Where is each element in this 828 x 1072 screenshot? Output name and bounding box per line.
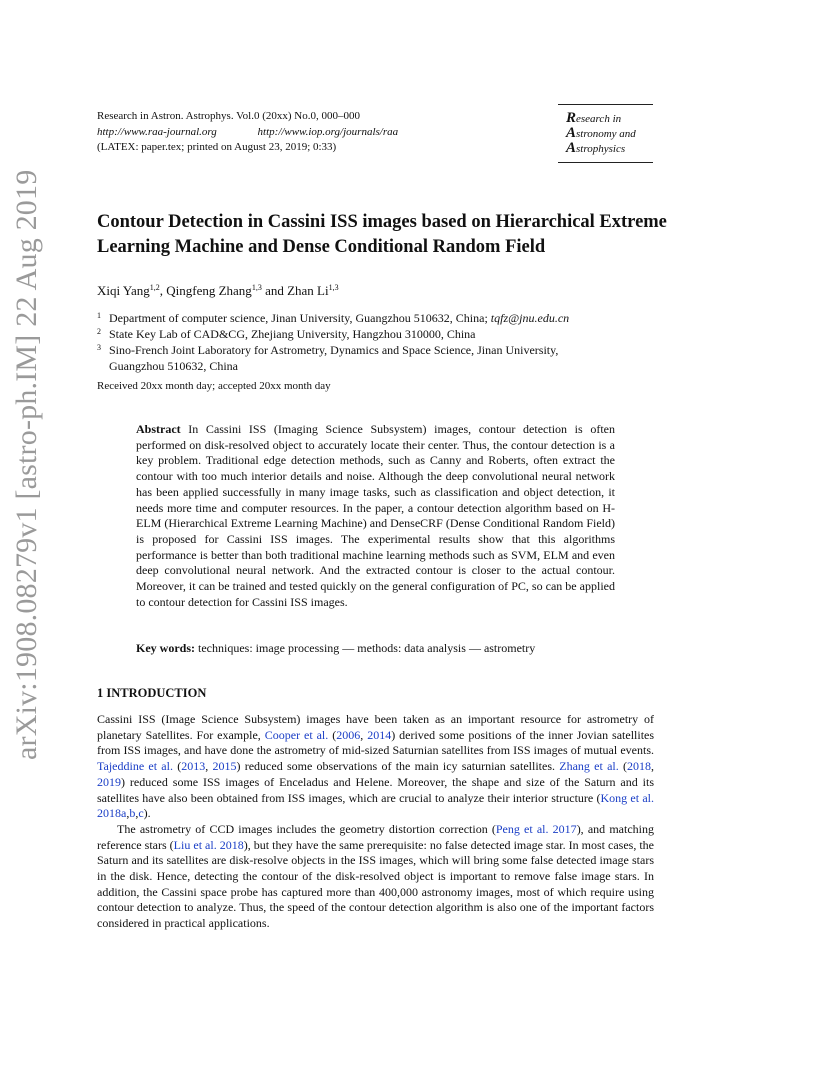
keywords-label: Key words: [136,641,195,655]
author-list [97,283,339,299]
text-run: , [126,806,130,821]
affiliation-number: 2 [97,327,101,336]
text-run: Cassini ISS (Image Science Subsystem) images have been taken as an important resource for astrometry of planetary Satellites. For example, [97,712,654,742]
text-run: , [360,727,368,742]
journal-logo-box [558,104,653,163]
citation-link[interactable]: Tajeddine et al. [97,759,173,774]
citation-link[interactable]: b [129,806,136,821]
logo-text: esearch in [576,113,622,125]
text-run: ) reduced some observations of the main icy saturnian satellites. [236,759,560,774]
citation-link[interactable]: Cooper et al. [264,727,329,742]
logo-text: stronomy and [576,128,636,140]
text-run: ( [328,727,337,742]
citation-link[interactable]: 2019 [97,774,121,789]
text-run: ). [143,806,151,821]
author-name: Xiqi Yang [97,283,150,298]
affiliation-number: 3 [97,343,101,352]
citation-link[interactable]: 2015 [212,759,237,774]
affiliation-number: 1 [97,311,101,320]
citation-link[interactable]: Peng et al. 2017 [495,821,577,836]
citation-link[interactable]: 2013 [181,759,206,774]
affiliation-text-continued: Guangzhou 510632, China [109,359,238,373]
abstract-text: In Cassini ISS (Imaging Science Subsystem) images, contour detection is often performed on disk-resolved object to accurately locate their center. Thus, the contour detection is a key problem. Traditional edge detection methods, such as Canny and Roberts, often extract the contour with too much interior details and noise. Although the deep convolutional neural network has been applied successfully in many image tasks, such as classification and object detection, it needs more time and computer resources. In the paper, a contour detection algorithm based on H-ELM (Hierarchical Extreme Learning Machine) and DenseCRF (Dense Conditional Random Field) is proposed for Cassini ISS images. The experimental results show that this algorithms performance is better than both traditional machine learning methods such as SVM, ELM and even deep convolutional neural network. And the extracted contour is closer to the actual contour. Moreover, it can be trained and tested quickly on the general configuration of PC, so can be applied to contour detection for Cassini ISS images. [136,422,615,609]
journal-url-iop[interactable]: http://www.iop.org/journals/raa [257,126,399,138]
text-run: ( [172,759,182,774]
text-run: ), but they have the same prerequisite: no false detected image star. In most cases, the Saturn and its satellites are disk-resolve objects in the ISS images, which will bring some false detected image stars in the disk. Hence, detecting the contour of the disk-resolved object is important to remove false image stars. In addition, the Cassini space probe has captured more than 400,000 astronomy images, most of which require using contour detection to analyze. Thus, the speed of the contour detection algorithm is also one of the important factors considered in practical applications. [97,837,655,931]
affiliation-text: State Key Lab of CAD&CG, Zhejiang University, Hangzhou 310000, China [109,327,476,341]
keywords-text: techniques: image processing — methods: data analysis — astrometry [195,641,536,655]
citation-link[interactable]: 2018 [627,759,651,774]
citation-link[interactable]: c [138,806,144,821]
arxiv-stamp: arXiv:1908.08279v1 [astro-ph.IM] 22 Aug 2019 [10,169,43,760]
logo-letter: A [566,125,577,141]
text-run: ) derived some positions of the inner Jovian satellites from ISS images, and have done the astrometry of mid-sized Saturnian satellites from ISS images of mutual events. [97,727,655,758]
citation-link[interactable]: Kong et al. 2018a [97,790,654,821]
paper-title: Contour Detection in Cassini ISS images based on Hierarchical Extreme Learning Machine and Dense Conditional Random Field [97,212,667,257]
logo-letter: R [566,110,577,126]
citation-link[interactable]: 2006 [336,727,361,742]
paragraph [97,822,654,932]
affiliation-text: Sino-French Joint Laboratory for Astrometry, Dynamics and Space Science, Jinan University, [109,343,559,357]
logo-text: strophysics [576,143,626,155]
author-name: , Qingfeng Zhang [159,283,252,298]
text-run: , [651,759,654,774]
author-email[interactable]: tqfz@jnu.edu.cn [490,311,570,325]
text-run: ( [618,759,627,774]
introduction-body [97,712,654,932]
author-affiliation-mark: 1,3 [328,283,339,292]
journal-url-raa[interactable]: http://www.raa-journal.org [97,126,217,138]
author-name: and Zhan Li [261,283,329,298]
paragraph [97,712,654,822]
keywords [136,641,535,656]
received-dates: Received 20xx month day; accepted 20xx month day [97,380,331,392]
text-run: , [135,806,139,821]
author-affiliation-mark: 1,2 [149,283,160,292]
abstract [136,422,615,610]
text-run: The astrometry of CCD images includes the geometry distortion correction ( [117,821,496,836]
journal-urls [97,124,398,140]
section-heading-introduction: 1 INTRODUCTION [97,686,207,700]
affiliation-text: Department of computer science, Jinan University, Guangzhou 510632, China; [109,311,491,325]
logo-letter: A [566,140,577,156]
author-affiliation-mark: 1,3 [251,283,262,292]
journal-citation: Research in Astron. Astrophys. Vol.0 (20xx) No.0, 000–000 [97,110,360,122]
citation-link[interactable]: 2014 [367,727,392,742]
citation-link[interactable]: Zhang et al. [559,759,619,774]
abstract-label: Abstract [136,422,181,436]
affiliation-3 [97,340,657,374]
text-run: , [205,759,213,774]
text-run: ) reduced some ISS images of Enceladus and Helene. Moreover, the shape and size of the Saturn and its satellites have also been obtained from ISS images, which are crucial to analyze their interior structure ( [97,774,654,805]
text-run: ), and matching reference stars ( [97,821,654,852]
citation-link[interactable]: Liu et al. 2018 [173,837,244,852]
print-info: (LATEX: paper.tex; printed on August 23, 2019; 0:33) [97,141,337,153]
